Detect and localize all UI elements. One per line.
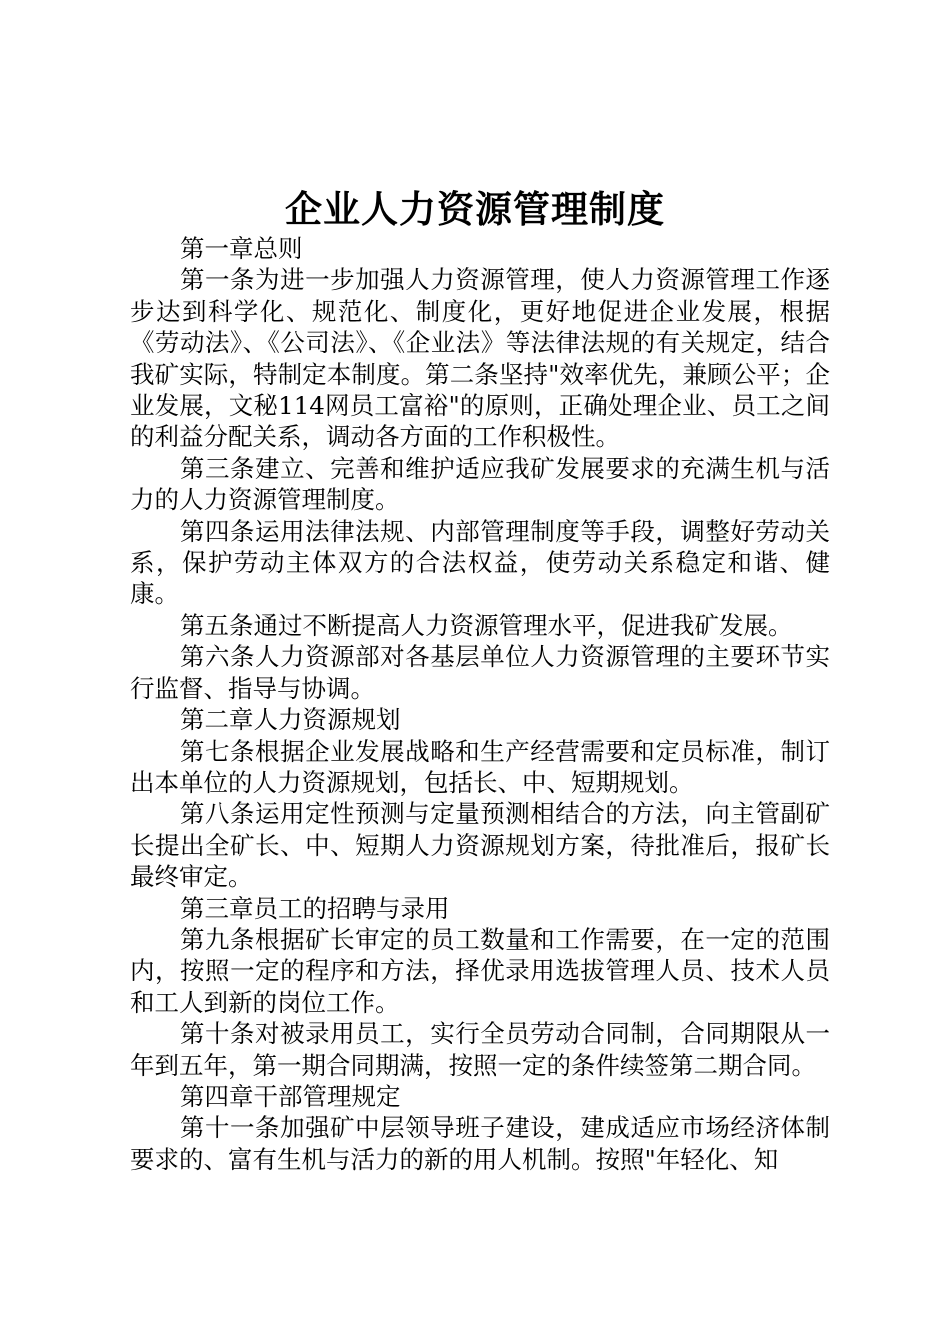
article-paragraph: 第五条通过不断提高人力资源管理水平，促进我矿发展。: [180, 610, 793, 640]
article-paragraph: 第一条为进一步加强人力资源管理，使人力资源管理工作逐步达到科学化、规范化、制度化，更好地促进企业发展，根据《劳动法》、《公司法》、《企业法》等法律法规的有关规定，结合我矿实际，特制定本制度。第二条坚持"效率优先，兼顾公平；企业发展，文秘114网员工富裕"的原则，正确处理企业、员工之间的利益分配关系，调动各方面的工作积极性。: [130, 265, 830, 452]
article-paragraph: 第六条人力资源部对各基层单位人力资源管理的主要环节实行监督、指导与协调。: [130, 642, 830, 703]
article-paragraph: 第三条建立、完善和维护适应我矿发展要求的充满生机与活力的人力资源管理制度。: [130, 453, 830, 515]
article-paragraph: 第十条对被录用员工，实行全员劳动合同制，合同期限从一年到五年，第一期合同期满，按照一定的条件续签第二期合同。: [130, 1019, 830, 1080]
document-body: [130, 233, 830, 1175]
article-paragraph: 第九条根据矿长审定的员工数量和工作需要，在一定的范围内，按照一定的程序和方法，择优录用选拔管理人员、技术人员和工人到新的岗位工作。: [130, 924, 830, 1017]
chapter-heading: 第三章员工的招聘与录用: [180, 893, 450, 923]
chapter-heading: 第四章干部管理规定: [180, 1081, 401, 1111]
chapter-heading: 第一章总则: [180, 234, 303, 263]
article-paragraph: 第四条运用法律法规、内部管理制度等手段，调整好劳动关系，保护劳动主体双方的合法权益，使劳动关系稳定和谐、健康。: [130, 516, 830, 609]
article-paragraph: 第七条根据企业发展战略和生产经营需要和定员标准，制订出本单位的人力资源规划，包括长、中、短期规划。: [130, 736, 830, 797]
article-paragraph: 第十一条加强矿中层领导班子建设，建成适应市场经济体制要求的、富有生机与活力的新的用人机制。按照"年轻化、知: [130, 1113, 830, 1174]
document-title: 企业人力资源管理制度: [285, 187, 665, 231]
chapter-heading: 第二章人力资源规划: [180, 705, 401, 735]
article-paragraph: 第八条运用定性预测与定量预测相结合的方法，向主管副矿长提出全矿长、中、短期人力资源规划方案，待批准后，报矿长最终审定。: [130, 799, 830, 892]
